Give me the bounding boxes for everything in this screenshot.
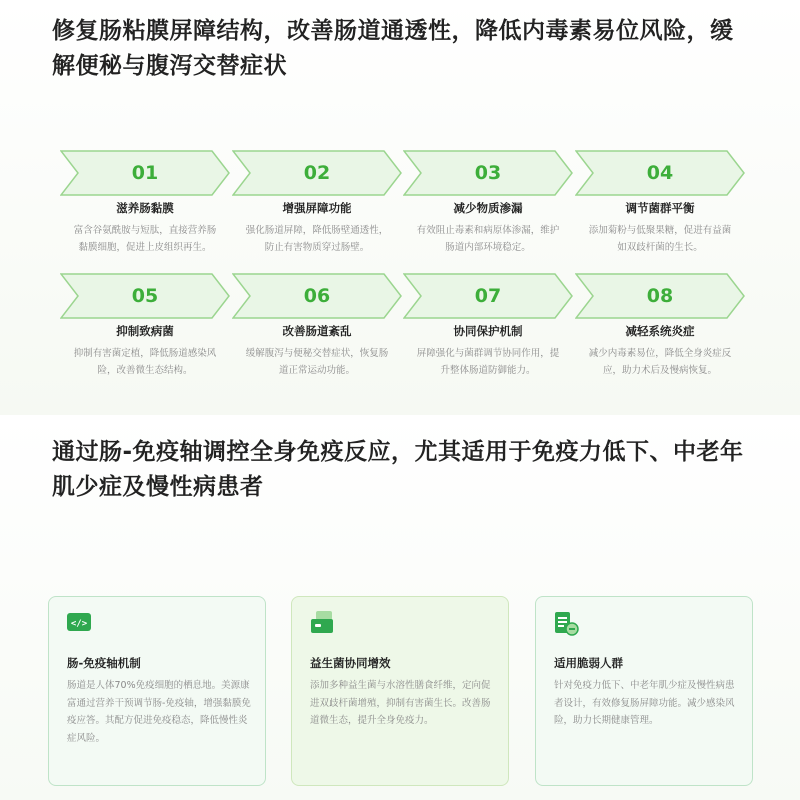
card-gut-immune-axis xyxy=(48,596,266,786)
code-icon xyxy=(65,609,93,637)
step-number: 02 xyxy=(303,162,331,184)
chevron-shape xyxy=(232,150,402,196)
step-02 xyxy=(232,150,402,256)
step-number: 04 xyxy=(646,162,674,184)
chevron-shape xyxy=(232,273,402,319)
card-desc: 肠道是人体70%免疫细胞的栖息地。美源康富通过营养干预调节肠-免疫轴，增强黏膜免疫应答。其配方促进免疫稳态，降低慢性炎症风险。 xyxy=(67,680,251,744)
step-desc: 添加菊粉与低聚果糖，促进有益菌如双歧杆菌的生长。 xyxy=(588,225,732,253)
chevron-shape xyxy=(60,150,230,196)
step-desc: 强化肠道屏障，降低肠壁通透性，防止有害物质穿过肠壁。 xyxy=(245,225,389,253)
card-title: 适用脆弱人群 xyxy=(554,656,623,670)
step-title: 协同保护机制 xyxy=(453,324,523,338)
step-desc: 抑制有害菌定植，降低肠道感染风险，改善微生态结构。 xyxy=(73,348,217,376)
step-07 xyxy=(403,273,573,379)
chevron-shape xyxy=(575,150,745,196)
step-title: 减轻系统炎症 xyxy=(625,324,695,338)
step-06 xyxy=(232,273,402,379)
probiotic-icon xyxy=(308,609,336,637)
step-number: 01 xyxy=(131,162,159,184)
step-number: 07 xyxy=(474,285,502,307)
card-title: 益生菌协同增效 xyxy=(310,656,391,670)
step-04 xyxy=(575,150,745,256)
card-desc: 针对免疫力低下、中老年肌少症及慢性病患者设计，有效修复肠屏障功能。减少感染风险，助力长期健康管理。 xyxy=(554,680,735,726)
step-desc: 富含谷氨酰胺与短肽，直接营养肠黏膜细胞，促进上皮组织再生。 xyxy=(73,225,217,253)
clipboard-icon xyxy=(552,609,580,637)
card-probiotic-synergy xyxy=(291,596,509,786)
step-title: 减少物质渗漏 xyxy=(453,201,523,215)
card-desc: 添加多种益生菌与水溶性膳食纤维，定向促进双歧杆菌增殖，抑制有害菌生长。改善肠道微生态，提升全身免疫力。 xyxy=(310,680,491,726)
card-vulnerable-groups xyxy=(535,596,753,786)
step-desc: 减少内毒素易位，降低全身炎症反应，助力术后及慢病恢复。 xyxy=(588,348,732,376)
step-title: 增强屏障功能 xyxy=(282,201,352,215)
step-desc: 屏障强化与菌群调节协同作用，提升整体肠道防御能力。 xyxy=(416,348,560,376)
step-01 xyxy=(60,150,230,256)
card-title: 肠-免疫轴机制 xyxy=(67,656,141,670)
immune-section xyxy=(0,415,800,800)
section-heading: 修复肠粘膜屏障结构，改善肠道通透性，降低内毒素易位风险，缓解便秘与腹泻交替症状 xyxy=(52,18,734,79)
step-08 xyxy=(575,273,745,379)
step-title: 抑制致病菌 xyxy=(116,324,174,338)
step-number: 05 xyxy=(131,285,159,307)
step-number: 06 xyxy=(303,285,331,307)
step-number: 08 xyxy=(646,285,674,307)
step-desc: 有效阻止毒素和病原体渗漏，维护肠道内部环境稳定。 xyxy=(416,225,560,253)
step-number: 03 xyxy=(474,162,502,184)
chevron-shape xyxy=(575,273,745,319)
step-title: 改善肠道紊乱 xyxy=(282,324,352,338)
svg-text:</>: </> xyxy=(70,619,88,629)
step-title: 滋养肠黏膜 xyxy=(116,201,174,215)
step-desc: 缓解腹泻与便秘交替症状，恢复肠道正常运动功能。 xyxy=(245,348,389,376)
chevron-shape xyxy=(403,273,573,319)
step-05 xyxy=(60,273,230,379)
chevron-shape xyxy=(60,273,230,319)
chevron-shape xyxy=(403,150,573,196)
section-heading: 通过肠-免疫轴调控全身免疫反应，尤其适用于免疫力低下、中老年肌少症及慢性病患者 xyxy=(52,439,744,500)
step-title: 调节菌群平衡 xyxy=(625,201,695,215)
step-03 xyxy=(403,150,573,256)
